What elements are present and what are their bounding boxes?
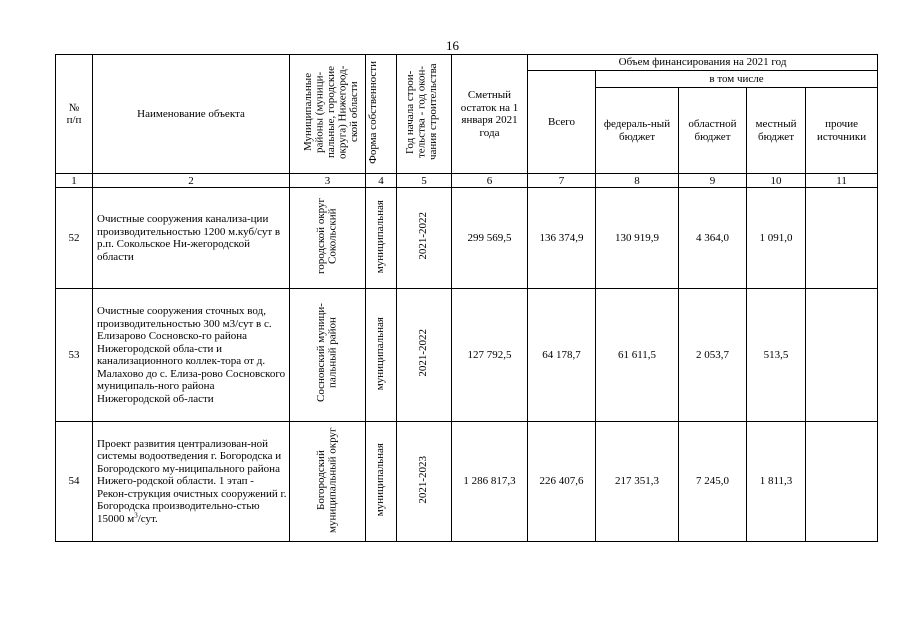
table-row: [56, 422, 878, 542]
table-row: [56, 188, 878, 289]
total-value: 64 178,7: [528, 289, 596, 422]
federal-value: 61 611,5: [596, 289, 679, 422]
years-cell: [397, 188, 452, 289]
object-name: [93, 422, 290, 542]
district-text: Сосновский муници-пальный район: [315, 303, 339, 403]
ownership-text: муниципальная: [374, 316, 387, 390]
local-value: 513,5: [747, 289, 806, 422]
page-number: 16: [446, 38, 459, 53]
column-number: 10: [747, 174, 806, 188]
header-districts-text: Муниципальные районы (муници-пальные, городские округа) Нижегород-ской области: [301, 65, 360, 159]
ownership-text: муниципальная: [374, 199, 387, 273]
regional-value: 7 245,0: [679, 422, 747, 542]
object-name: Очистные сооружения канализа-ции производительностью 1200 м.куб/сут в р.п. Сокольское Ни-жегородской области: [93, 188, 290, 289]
column-number: 6: [452, 174, 528, 188]
row-num: 53: [56, 289, 93, 422]
header-other: прочие источники: [806, 88, 878, 174]
years-cell: [397, 289, 452, 422]
header-including: в том числе: [596, 71, 878, 88]
district-cell: [290, 422, 366, 542]
local-value: 1 811,3: [747, 422, 806, 542]
row-num: 52: [56, 188, 93, 289]
regional-value: 4 364,0: [679, 188, 747, 289]
other-value: [806, 289, 878, 422]
other-value: [806, 422, 878, 542]
federal-value: 217 351,3: [596, 422, 679, 542]
table-row: [56, 289, 878, 422]
column-number: 1: [56, 174, 93, 188]
column-number: 4: [366, 174, 397, 188]
total-value: 226 407,6: [528, 422, 596, 542]
column-number: 8: [596, 174, 679, 188]
column-number: 9: [679, 174, 747, 188]
estimate-value: 127 792,5: [452, 289, 528, 422]
column-number: 2: [93, 174, 290, 188]
other-value: [806, 188, 878, 289]
estimate-value: 1 286 817,3: [452, 422, 528, 542]
object-name-sup: 3: [134, 511, 138, 520]
district-cell: [290, 289, 366, 422]
total-value: 136 374,9: [528, 188, 596, 289]
header-local: местный бюджет: [747, 88, 806, 174]
object-name-tail: /сут.: [137, 512, 158, 525]
years-text: 2021-2022: [417, 329, 430, 378]
column-number: 5: [397, 174, 452, 188]
row-num: 54: [56, 422, 93, 542]
district-text: городской округ Сокольский: [315, 198, 339, 275]
column-number: 7: [528, 174, 596, 188]
estimate-value: 299 569,5: [452, 188, 528, 289]
header-federal: федераль-ный бюджет: [596, 88, 679, 174]
ownership-cell: [366, 289, 397, 422]
header-total: Всего: [528, 71, 596, 174]
years-text: 2021-2023: [417, 455, 430, 504]
column-number: 11: [806, 174, 878, 188]
ownership-cell: [366, 188, 397, 289]
header-object-name: Наименование объекта: [93, 55, 290, 174]
local-value: 1 091,0: [747, 188, 806, 289]
years-cell: [397, 422, 452, 542]
regional-value: 2 053,7: [679, 289, 747, 422]
header-num: № п/п: [56, 55, 93, 174]
header-financing: Объем финансирования на 2021 год: [528, 55, 878, 71]
header-districts: [290, 55, 366, 174]
object-name: Очистные сооружения сточных вод, производительностью 300 м3/сут в с. Елизарово Сосновско-го района Нижегородской обла-сти и канализационного коллек-тора от д. Малахово до с. Елиза-рово Сосновского муниципаль-ного района Нижегородской об-ласти: [93, 289, 290, 422]
years-text: 2021-2022: [417, 212, 430, 261]
column-number: 3: [290, 174, 366, 188]
header-ownership: [366, 55, 397, 174]
district-cell: [290, 188, 366, 289]
district-text: Богородский муниципальный округ: [315, 427, 339, 533]
ownership-cell: [366, 422, 397, 542]
header-regional: областной бюджет: [679, 88, 747, 174]
header-estimate: Сметный остаток на 1 января 2021 года: [452, 55, 528, 174]
federal-value: 130 919,9: [596, 188, 679, 289]
ownership-text: муниципальная: [374, 443, 387, 517]
header-years: [397, 55, 452, 174]
object-name-text: Проект развития централизован-ной системы водоотведения г. Богородска и Богородского му-ниципального района Нижего-родской области. 1 этап - Рекон-струкция очистных сооружений г. Богородска производительно-стью 15000 м: [97, 437, 287, 525]
financing-table: [55, 54, 878, 542]
header-ownership-text: Форма собственности: [367, 60, 379, 164]
header-years-text: Год начала строи-тельства - год окон-чания строительства: [404, 63, 439, 161]
